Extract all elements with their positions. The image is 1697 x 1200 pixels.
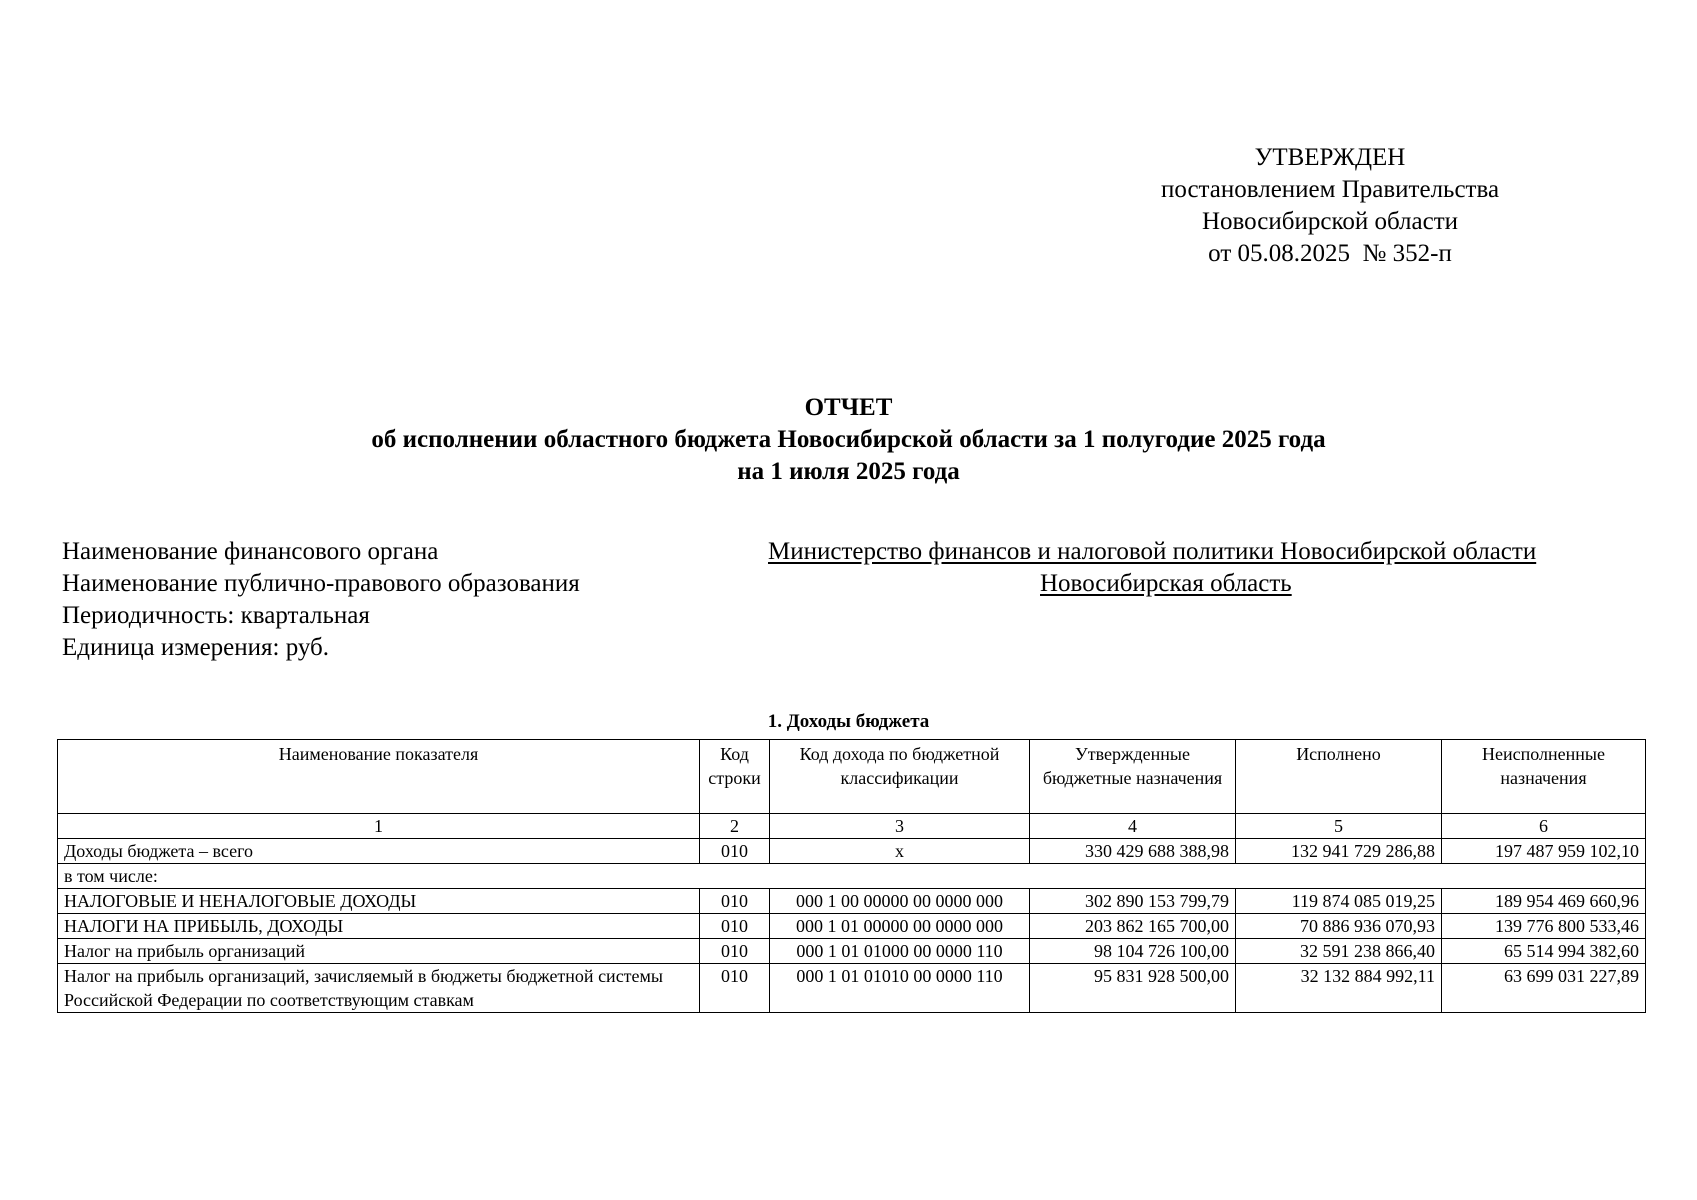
row-including: в том числе: <box>58 864 1646 889</box>
column-number: 4 <box>1030 814 1236 839</box>
row-executed: 119 874 085 019,25 <box>1236 889 1442 914</box>
column-number-row <box>58 814 1646 839</box>
row-line-code: 010 <box>700 964 770 1013</box>
header-line-code: Код строки <box>700 740 770 814</box>
table-row <box>58 914 1646 939</box>
entity-value: Новосибирская область <box>1040 570 1292 597</box>
finance-body-value: Министерство финансов и налоговой политики Новосибирской области <box>768 538 1537 565</box>
header-approved: Утвержденные бюджетные назначения <box>1030 740 1236 814</box>
row-unexecuted: 189 954 469 660,96 <box>1442 889 1646 914</box>
column-number: 5 <box>1236 814 1442 839</box>
table-row <box>58 939 1646 964</box>
row-name: Налог на прибыль организаций, зачисляемый в бюджеты бюджетной системы Российской Федерации по соответствующим ставкам <box>58 964 700 1013</box>
periodicity: Периодичность: квартальная <box>62 602 370 629</box>
income-table <box>57 739 1646 1013</box>
unit-of-measure: Единица измерения: руб. <box>62 634 330 661</box>
report-title-line3: на 1 июля 2025 года <box>737 458 960 485</box>
row-budget-code: 000 1 00 00000 00 0000 000 <box>770 889 1030 914</box>
row-executed: 70 886 936 070,93 <box>1236 914 1442 939</box>
approval-date: от 05.08.2025 № 352-п <box>1208 240 1452 267</box>
section-title: 1. Доходы бюджета <box>767 711 930 732</box>
row-budget-code: 000 1 01 00000 00 0000 000 <box>770 914 1030 939</box>
approval-title: УТВЕРЖДЕН <box>1254 144 1406 171</box>
table-row <box>58 839 1646 864</box>
row-approved: 98 104 726 100,00 <box>1030 939 1236 964</box>
row-line-code: 010 <box>700 939 770 964</box>
row-approved: 330 429 688 388,98 <box>1030 839 1236 864</box>
column-number: 1 <box>58 814 700 839</box>
row-unexecuted: 63 699 031 227,89 <box>1442 964 1646 1013</box>
report-title-line1: ОТЧЕТ <box>804 394 893 421</box>
row-line-code: 010 <box>700 839 770 864</box>
approval-decree: постановлением Правительства <box>1160 176 1500 203</box>
row-name: Налог на прибыль организаций <box>58 939 700 964</box>
row-name: Доходы бюджета – всего <box>58 839 700 864</box>
column-number: 3 <box>770 814 1030 839</box>
row-unexecuted: 65 514 994 382,60 <box>1442 939 1646 964</box>
row-executed: 32 591 238 866,40 <box>1236 939 1442 964</box>
entity-label: Наименование публично-правового образования <box>62 570 580 597</box>
header-executed: Исполнено <box>1236 740 1442 814</box>
row-executed: 132 941 729 286,88 <box>1236 839 1442 864</box>
report-title-line2: об исполнении областного бюджета Новосибирской области за 1 полугодие 2025 года <box>371 426 1326 453</box>
column-number: 6 <box>1442 814 1646 839</box>
finance-body-label: Наименование финансового органа <box>62 538 439 565</box>
report-title <box>0 392 1697 488</box>
row-unexecuted: 197 487 959 102,10 <box>1442 839 1646 864</box>
row-budget-code: 000 1 01 01000 00 0000 110 <box>770 939 1030 964</box>
table-header-row <box>58 740 1646 814</box>
row-unexecuted: 139 776 800 533,46 <box>1442 914 1646 939</box>
row-name: НАЛОГОВЫЕ И НЕНАЛОГОВЫЕ ДОХОДЫ <box>58 889 700 914</box>
column-number: 2 <box>700 814 770 839</box>
approval-region: Новосибирской области <box>1201 208 1459 235</box>
row-budget-code: x <box>770 839 1030 864</box>
row-approved: 203 862 165 700,00 <box>1030 914 1236 939</box>
table-row <box>58 964 1646 1013</box>
row-approved: 302 890 153 799,79 <box>1030 889 1236 914</box>
approval-stamp <box>1080 142 1580 270</box>
header-indicator-name: Наименование показателя <box>58 740 700 814</box>
header-unexecuted: Неисполненные назначения <box>1442 740 1646 814</box>
row-executed: 32 132 884 992,11 <box>1236 964 1442 1013</box>
row-line-code: 010 <box>700 914 770 939</box>
table-row <box>58 889 1646 914</box>
row-line-code: 010 <box>700 889 770 914</box>
row-approved: 95 831 928 500,00 <box>1030 964 1236 1013</box>
header-budget-code: Код дохода по бюджетной классификации <box>770 740 1030 814</box>
table-row <box>58 864 1646 889</box>
row-name: НАЛОГИ НА ПРИБЫЛЬ, ДОХОДЫ <box>58 914 700 939</box>
row-budget-code: 000 1 01 01010 00 0000 110 <box>770 964 1030 1013</box>
